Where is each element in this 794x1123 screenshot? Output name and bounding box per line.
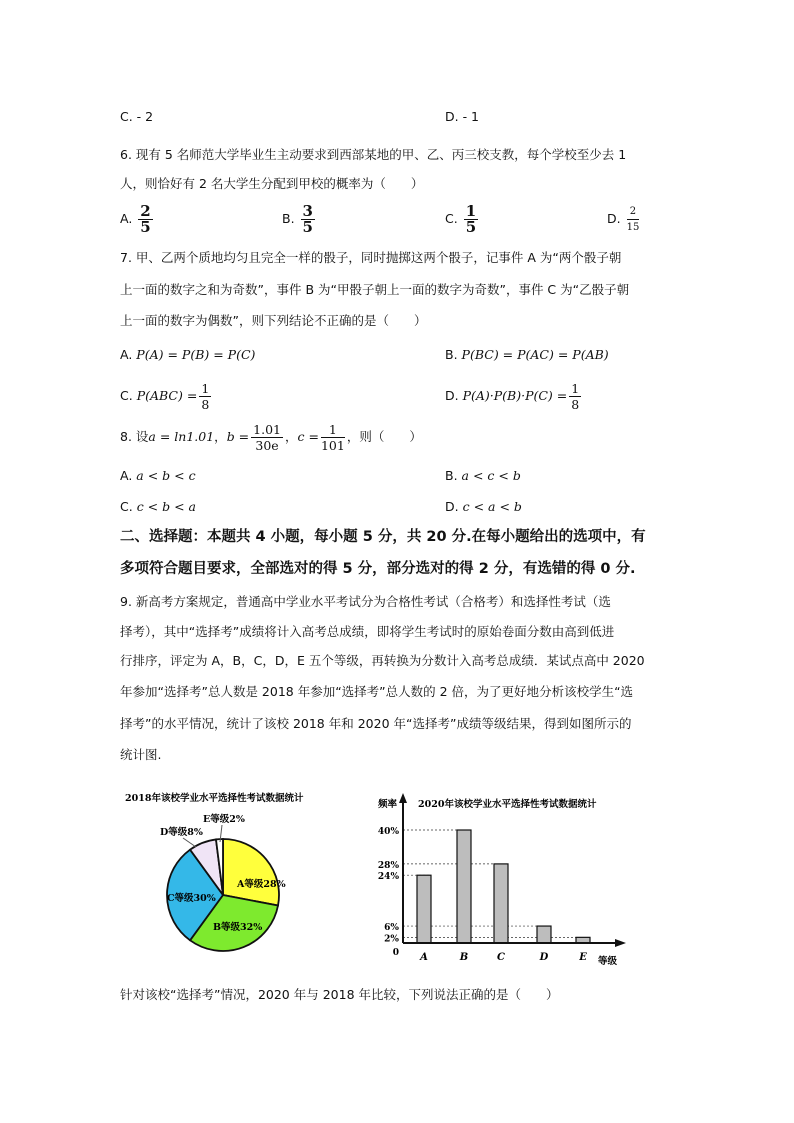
pie-label-B: B等级32% bbox=[213, 922, 263, 933]
q8-option-a: A. a < b < c bbox=[120, 468, 196, 483]
y-tick-label: 6% bbox=[384, 923, 399, 934]
q7-option-c: C. P(ABC) = $\frac{1}{8}$ bbox=[120, 381, 210, 412]
q7-text: 7. 甲、乙两个质地均匀且完全一样的骰子，同时抛掷这两个骰子，记事件 A 为“两个骰子朝 bbox=[120, 250, 622, 265]
pie-label-E: E等级2% bbox=[203, 814, 245, 825]
q8-option-d: D. c < a < b bbox=[445, 499, 522, 514]
y-tick-label: 40% bbox=[377, 827, 399, 837]
q9-text: 9. 新高考方案规定，普通高中学业水平考试分为合格性考试（合格考）和选择性考试（选 bbox=[120, 594, 611, 609]
x-tick-label: C bbox=[497, 952, 505, 963]
bar-C bbox=[494, 864, 508, 943]
pie-chart bbox=[160, 813, 286, 951]
bar-xlabel: 等级 bbox=[598, 956, 618, 967]
pie-label-D: D等级8% bbox=[160, 827, 203, 838]
q6-option-a: A. $\frac{2}{5}$ bbox=[120, 202, 151, 236]
section-2-heading: 多项符合题目要求，全部选对的得 5 分，部分选对的得 2 分，有选错的得 0 分. bbox=[120, 561, 636, 577]
q7-option-a: A. P(A) = P(B) = P(C) bbox=[120, 347, 256, 362]
q6-option-c: C. $\frac{1}{5}$ bbox=[445, 202, 477, 236]
q8-option-c: C. c < b < a bbox=[120, 499, 196, 514]
x-tick-label: E bbox=[579, 952, 587, 963]
y-tick-label: 0 bbox=[392, 948, 399, 958]
q6-option-b: B. $\frac{3}{5}$ bbox=[282, 202, 313, 236]
bar-title: 2020年该校学业水平选择性考试数据统计 bbox=[418, 799, 597, 810]
y-tick-label: 24% bbox=[377, 872, 399, 883]
q6-text: 6. 现有 5 名师范大学毕业生主动要求到西部某地的甲、乙、丙三校支教，每个学校至少去 1 bbox=[120, 147, 627, 162]
q7-text: 上一面的数字为偶数”，则下列结论不正确的是（ ） bbox=[120, 313, 427, 328]
bar-D bbox=[537, 926, 551, 943]
q5-option-c: C. - 2 bbox=[120, 109, 154, 124]
q8-text: 8. 设a = ln1.01，b = $\frac{1.01}{30e}$ ，c = $\frac{1}{101}$ ，则（ ） bbox=[120, 422, 422, 453]
q9-text: 年参加“选择考”总人数是 2018 年参加“选择考”总人数的 2 倍，为了更好地分析该校学生“选 bbox=[120, 684, 634, 699]
y-tick-label: 2% bbox=[384, 934, 399, 945]
pie-title: 2018年该校学业水平选择性考试数据统计 bbox=[125, 793, 304, 804]
pie-slice-A bbox=[223, 839, 279, 905]
x-tick-label: B bbox=[459, 952, 469, 963]
bar-chart bbox=[378, 793, 626, 963]
x-tick-label: A bbox=[420, 952, 428, 963]
pie-label-C: C等级30% bbox=[167, 893, 216, 904]
pie-label-A: A等级28% bbox=[237, 879, 286, 890]
y-tick-label: 28% bbox=[377, 860, 399, 871]
y-axis-arrow-icon bbox=[399, 793, 407, 803]
q9-text: 行排序，评定为 A，B，C，D，E 五个等级，再转换为分数计入高考总成绩．某试点高中 2020 bbox=[120, 653, 645, 668]
q7-option-b: B. P(BC) = P(AC) = P(AB) bbox=[445, 347, 609, 362]
q9-question: 针对该校“选择考”情况，2020 年与 2018 年比较，下列说法正确的是（ ） bbox=[120, 987, 559, 1002]
bar-B bbox=[457, 830, 471, 943]
q9-text: 择考），其中“选择考”成绩将计入高考总成绩，即将学生考试时的原始卷面分数由高到低进 bbox=[120, 624, 615, 639]
q9-text: 统计图. bbox=[120, 747, 162, 762]
q6-text: 人，则恰好有 2 名大学生分配到甲校的概率为（ ） bbox=[120, 176, 424, 191]
q6-option-d: D. $\frac{2}{15}$ bbox=[607, 206, 640, 233]
q8-option-b: B. a < c < b bbox=[445, 468, 521, 483]
q7-text: 上一面的数字之和为奇数”，事件 B 为“甲骰子朝上一面的数字为奇数”，事件 C 为“乙骰子朝 bbox=[120, 282, 630, 297]
x-tick-label: D bbox=[539, 952, 549, 963]
q7-option-d: D. P(A)·P(B)·P(C) = $\frac{1}{8}$ bbox=[445, 381, 580, 412]
q9-text: 择考”的水平情况，统计了该校 2018 年和 2020 年“选择考”成绩等级结果，得到如图所示的 bbox=[120, 716, 632, 731]
section-2-heading: 二、选择题：本题共 4 小题，每小题 5 分，共 20 分.在每小题给出的选项中，有 bbox=[120, 529, 646, 545]
pie-leader-D bbox=[183, 838, 196, 847]
bar-A bbox=[417, 875, 431, 943]
bar-ylabel: 频率 bbox=[378, 799, 398, 810]
x-axis-arrow-icon bbox=[615, 939, 626, 947]
q5-option-d: D. - 1 bbox=[445, 109, 480, 124]
